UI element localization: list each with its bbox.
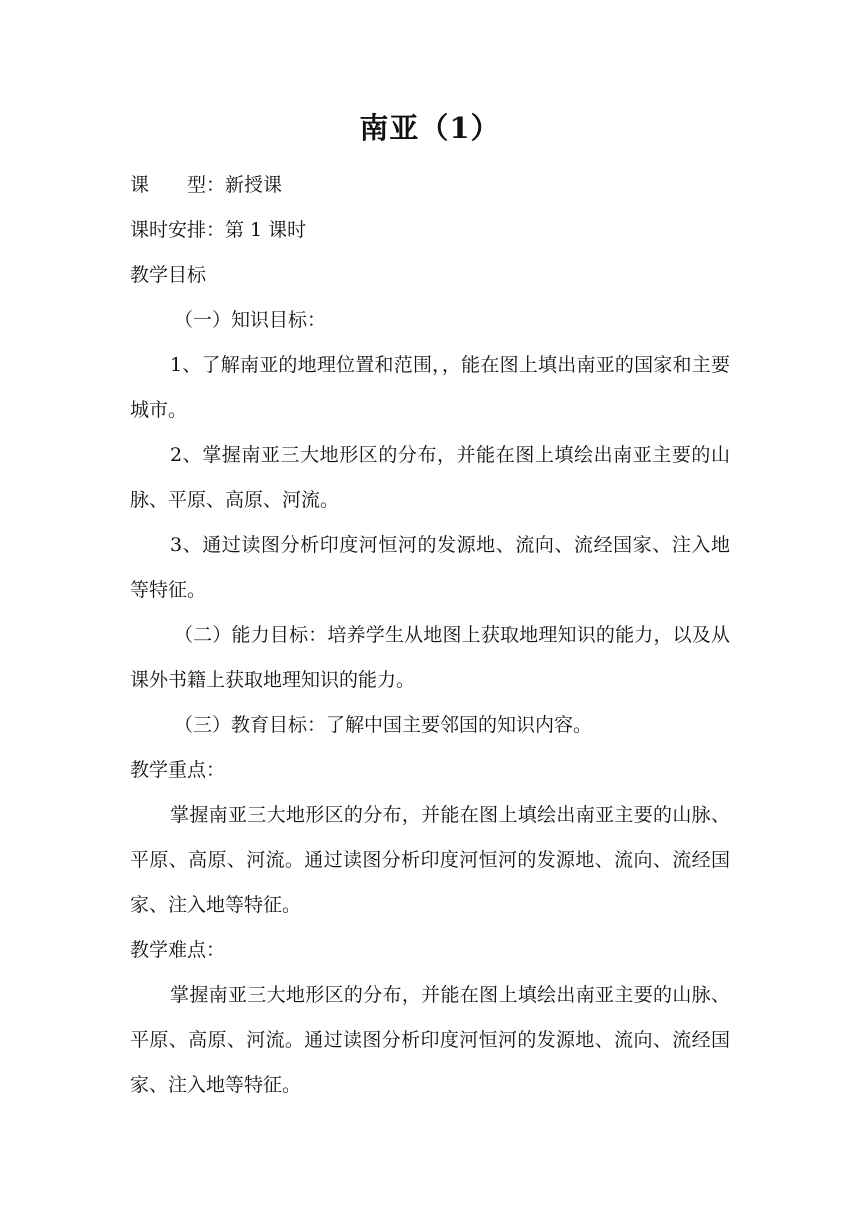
knowledge-item-2: 2、掌握南亚三大地形区的分布，并能在图上填绘出南亚主要的山脉、平原、高原、河流。 bbox=[130, 444, 730, 511]
key-points-text: 掌握南亚三大地形区的分布，并能在图上填绘出南亚主要的山脉、平原、高原、河流。通过读图分析印度河恒河的发源地、流向、流经国家、注入地等特征。 bbox=[130, 804, 730, 916]
difficulties-heading: 教学难点： bbox=[130, 939, 226, 961]
goals-heading: 教学目标 bbox=[130, 264, 207, 286]
document-title: 南亚（1） bbox=[359, 111, 501, 145]
knowledge-item-3: 3、通过读图分析印度河恒河的发源地、流向、流经国家、注入地等特征。 bbox=[130, 534, 730, 601]
key-points-heading: 教学重点： bbox=[130, 759, 226, 781]
lesson-type-line: 课 型：新授课 bbox=[130, 174, 283, 196]
knowledge-goal-heading: （一）知识目标： bbox=[174, 309, 327, 331]
knowledge-item-1: 1、了解南亚的地理位置和范围，，能在图上填出南亚的国家和主要城市。 bbox=[130, 354, 730, 421]
difficulties-text: 掌握南亚三大地形区的分布，并能在图上填绘出南亚主要的山脉、平原、高原、河流。通过读图分析印度河恒河的发源地、流向、流经国家、注入地等特征。 bbox=[130, 984, 730, 1096]
ability-goal: （二）能力目标：培养学生从地图上获取地理知识的能力，以及从课外书籍上获取地理知识的能力。 bbox=[130, 624, 730, 691]
education-goal: （三）教育目标：了解中国主要邻国的知识内容。 bbox=[174, 714, 593, 736]
schedule-line: 课时安排：第 1 课时 bbox=[130, 219, 307, 241]
